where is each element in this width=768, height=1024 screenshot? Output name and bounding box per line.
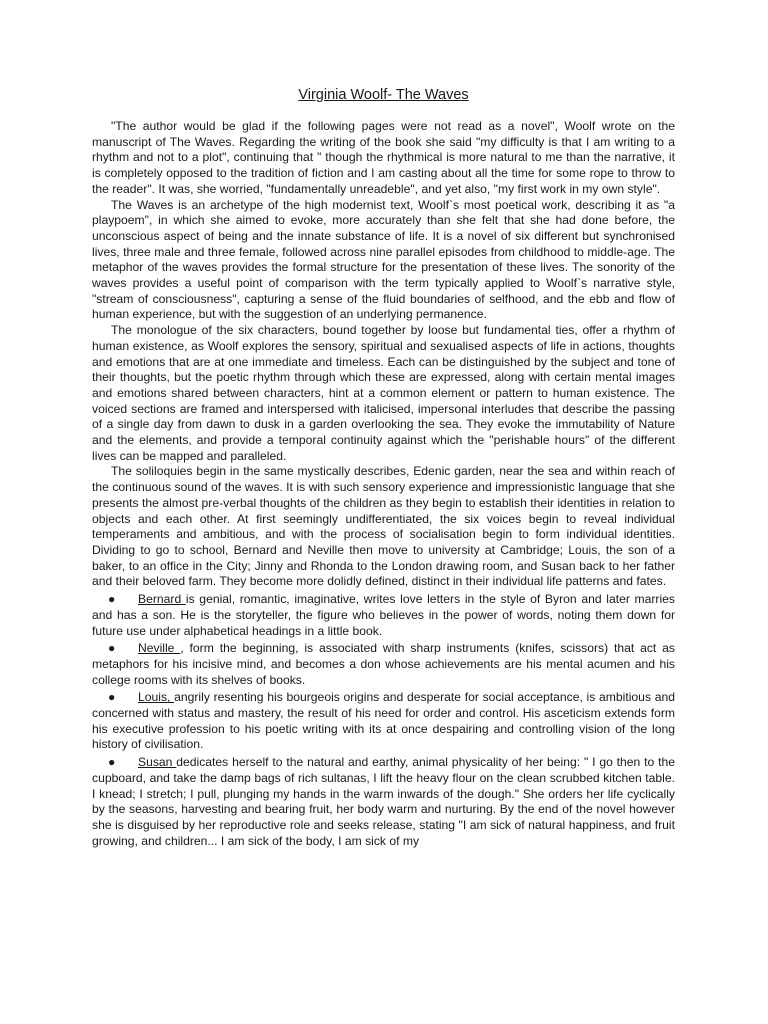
character-name-susan: Susan bbox=[138, 755, 177, 770]
bullet-dot-icon: ● bbox=[108, 690, 116, 705]
character-name-louis: Louis, bbox=[138, 690, 175, 705]
paragraph-archetype: The Waves is an archetype of the high modernist text, Woolf`s most poetical work, describing it as "a playpoem", in which she aimed to evoke, more accurately than she felt that she had done before, the unconscious aspect of being and the innate substance of life. It is a novel of six different but synchronised lives, three male and three female, followed across nine parallel episodes from childhood to middle-age. The metaphor of the waves provides the formal structure for the presentation of these lives. The sonority of the waves provides a useful point of comparison with the term typically applied to Woolf`s narrative style, "stream of consciousness", capturing a sense of the fluid boundaries of selfhood, and the ebb and flow of human experience, but with the suggestion of an underlying permanence. bbox=[92, 197, 675, 322]
paragraph-monologue: The monologue of the six characters, bound together by loose but fundamental ties, offer a rhythm of human existence, as Woolf explores the sensory, spiritual and sexualised aspects of life in actions, thoughts and emotions that are at one immediate and timeless. Each can be distinguished by the subject and tone of their thoughts, but the poetic rhythm through which these are expressed, along with certain mental images and emotions shared between characters, hint at a common element or pattern to human existence. The voiced sections are framed and interspersed with italicised, impersonal interludes that describe the passing of a single day from dawn to dusk in a garden overlooking the sea. They evoke the immutability of Nature and the elements, and provide a temporal continuity against which the "perishable hours" of the different lives can be mapped and paralleled. bbox=[92, 323, 675, 463]
bullet-item-louis bbox=[92, 690, 675, 753]
character-name-bernard: Bernard bbox=[138, 592, 186, 607]
bullet-text-susan: dedicates herself to the natural and earthy, animal physicality of her being: " I go then to the cupboard, and take the damp bags of rich sultanas, I lift the heavy flour on the clean scrubbed kitchen table. I knead; I stretch; I pull, plunging my hands in the warm inwards of the dough." She orders her life cyclically by the seasons, harvesting and bearing fruit, her body warm and nurturing. By the end of the novel however she is disguised by her reproductive role and seeks release, stating "I am sick of natural happiness, and fruit growing, and children... I am sick of the body, I am sick of my bbox=[92, 755, 675, 848]
bullet-dot-icon: ● bbox=[108, 641, 116, 656]
bullet-item-bernard bbox=[92, 592, 675, 639]
character-name-neville: Neville bbox=[138, 641, 181, 656]
bullet-item-susan bbox=[92, 755, 675, 849]
bullet-text-neville: , form the beginning, is associated with sharp instruments (knifes, scissors) that act as metaphors for his incisive mind, and becomes a don whose achievements are his mental acumen and his college rooms with its shelves of books. bbox=[92, 641, 675, 687]
bullet-dot-icon: ● bbox=[108, 592, 116, 607]
bullet-text-louis: angrily resenting his bourgeois origins and desperate for social acceptance, is ambitious and concerned with status and mastery, the result of his need for order and control. His asceticism extends form his executive profession to his poetic writing with its at once despairing and controlling vision of the long history of civilisation. bbox=[92, 690, 675, 752]
document-title: Virginia Woolf- The Waves bbox=[298, 87, 469, 103]
bullet-dot-icon: ● bbox=[108, 755, 116, 770]
paragraph-intro: "The author would be glad if the following pages were not read as a novel", Woolf wrote on the manuscript of The Waves. Regarding the writing of the book she said "my difficulty is that I am writing to a rhythm and not to a plot", continuing that " though the rhythmical is more natural to me than the narrative, it is completely opposed to the tradition of fiction and I am casting about all the time for some rope to throw to the reader". It was, she worried, "fundamentally unreadeble", and yet also, "my first work in my own style". bbox=[92, 119, 675, 196]
bullet-item-neville bbox=[92, 641, 675, 688]
bullet-text-bernard: is genial, romantic, imaginative, writes love letters in the style of Byron and later marries and has a son. He is the storyteller, the figure who believes in the power of words, noting them down for future use under alphabetical headings in a little book. bbox=[92, 592, 675, 638]
paragraph-soliloquies: The soliloquies begin in the same mystically describes, Edenic garden, near the sea and within reach of the continuous sound of the waves. It is with such sensory experience and impressionistic language that she presents the almost pre-verbal thoughts of the children as they begin to establish their identities in relation to objects and each other. At first seemingly undifferentiated, the six voices begin to reveal individual temperaments and ambitious, and with the process of socialisation begin to form individual identities. Dividing to go to school, Bernard and Neville then move to university at Cambridge; Louis, the son of a baker, to an office in the City; Jinny and Rhonda to the London drawing room, and Susan back to her father and their beloved farm. They become more dolidly defined, distinct in their individual life patterns and fates. bbox=[92, 464, 675, 589]
document-page bbox=[92, 86, 675, 849]
